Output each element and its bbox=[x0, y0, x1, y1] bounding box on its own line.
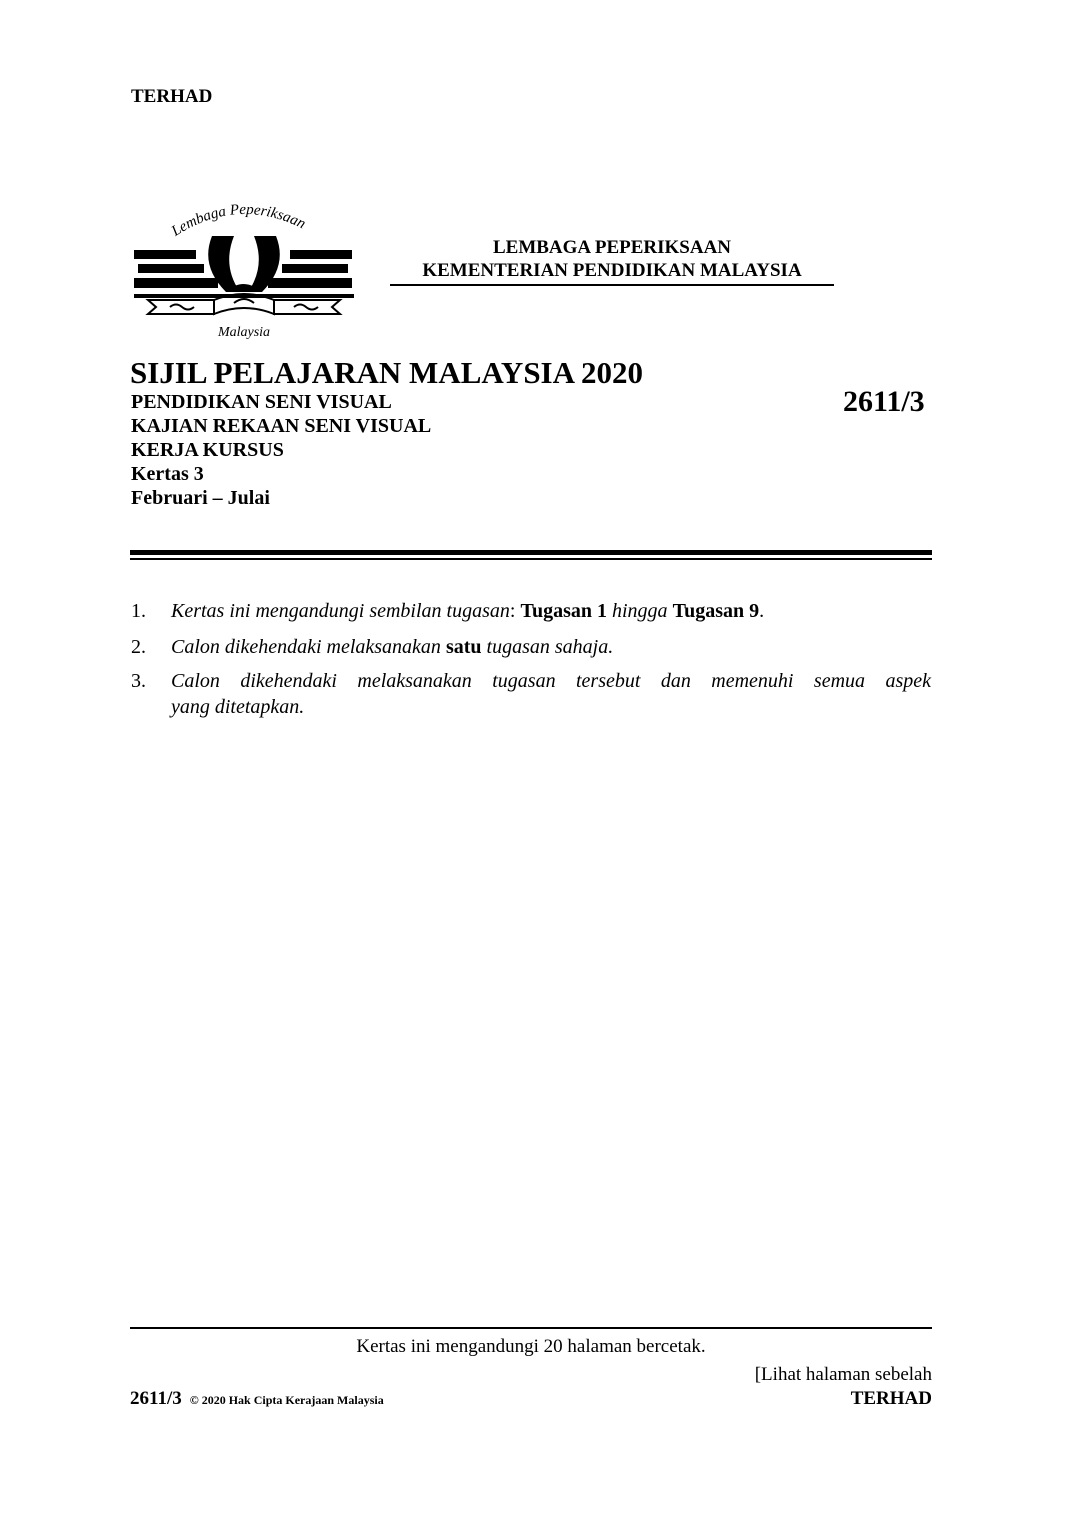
examination-board-logo bbox=[130, 196, 358, 342]
assessment-type: KERJA KURSUS bbox=[131, 439, 284, 461]
divider-thin bbox=[130, 558, 932, 560]
classification-label-top: TERHAD bbox=[131, 86, 213, 107]
ministry-name: KEMENTERIAN PENDIDIKAN MALAYSIA bbox=[422, 260, 802, 281]
classification-label-bottom: TERHAD bbox=[850, 1388, 932, 1409]
instruction-number: 2. bbox=[131, 636, 146, 658]
instruction-text: Calon dikehendaki melaksanakan tugasan tersebut dan memenuhi semua aspek yang ditetapkan. bbox=[171, 670, 931, 718]
page-count-note: Kertas ini mengandungi 20 halaman bercetak. bbox=[356, 1336, 706, 1357]
paper-code: 2611/3 bbox=[843, 385, 925, 418]
copyright-notice: © 2020 Hak Cipta Kerajaan Malaysia bbox=[189, 1393, 384, 1407]
instruction-number: 3. bbox=[131, 670, 146, 692]
instruction-text: Kertas ini mengandungi sembilan tugasan: Tugasan 1 hingga Tugasan 9. bbox=[171, 600, 765, 622]
divider-thick bbox=[130, 550, 932, 555]
logo-arc-text: Lembaga Peperiksaan bbox=[168, 201, 308, 240]
board-name: LEMBAGA PEPERIKSAAN bbox=[492, 237, 732, 258]
instruction-number: 1. bbox=[131, 600, 146, 622]
examination-board-heading bbox=[390, 236, 834, 282]
exam-period: Februari – Julai bbox=[131, 487, 270, 509]
paper-number: Kertas 3 bbox=[131, 463, 204, 485]
instruction-text: Calon dikehendaki melaksanakan satu tugasan sahaja. bbox=[171, 636, 614, 658]
board-underline bbox=[390, 284, 834, 286]
see-next-page-note: [Lihat halaman sebelah bbox=[754, 1364, 932, 1385]
footer-paper-code: 2611/3 © 2020 Hak Cipta Kerajaan Malaysia bbox=[130, 1388, 384, 1409]
footer-divider bbox=[130, 1327, 932, 1329]
logo-bottom-text: Malaysia bbox=[217, 325, 271, 340]
subject-name: PENDIDIKAN SENI VISUAL bbox=[131, 391, 392, 413]
component-name: KAJIAN REKAAN SENI VISUAL bbox=[131, 415, 432, 437]
exam-title: SIJIL PELAJARAN MALAYSIA 2020 bbox=[130, 355, 644, 390]
